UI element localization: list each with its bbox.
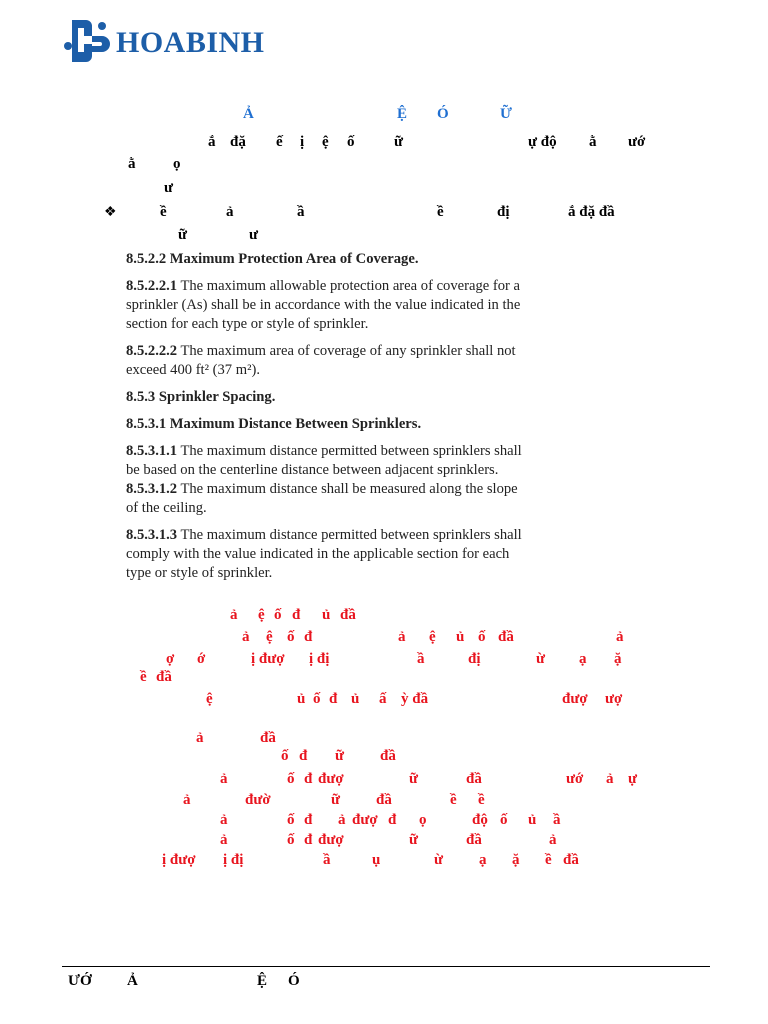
bullet-fragment: ề [437, 204, 444, 220]
red-fragment: ạ [579, 651, 587, 667]
intro-fragment: đặ [230, 134, 246, 150]
red-fragment: ả [230, 607, 238, 623]
intro-fragment: ự độ [528, 134, 557, 150]
paragraph: 8.5.2.2.2 The maximum area of coverage of any sprinkler shall not exceed 400 ft² (37 m²). [126, 343, 516, 378]
red-fragment: ố [287, 812, 295, 828]
red-fragment: đượ [318, 832, 344, 848]
bullet-fragment: ầ [297, 204, 305, 220]
paragraph: 8.5.3.1.3 The maximum distance permitted between sprinklers shall comply with the value indicated in the applicable section for each type or style of sprinkler. [126, 527, 522, 581]
footer-fragment: Ệ [257, 973, 268, 989]
red-fragment: đầ [260, 730, 276, 746]
red-fragment: đượ [318, 771, 344, 787]
red-fragment: ệ [206, 691, 213, 707]
red-fragment: ặ [512, 852, 520, 868]
red-fragment: ự [628, 771, 638, 787]
red-fragment: ầ [417, 651, 425, 667]
red-fragment: ố [287, 629, 295, 645]
red-fragment: ủ [528, 812, 537, 828]
section-heading: 8.5.2.2 Maximum Protection Area of Coverage. [126, 251, 419, 267]
red-fragment: ủ [322, 607, 331, 623]
red-fragment: ị đượ [162, 852, 196, 868]
title-fragment: Ả [243, 106, 254, 122]
red-fragment: ữ [409, 771, 419, 787]
red-fragment: ị đượ [251, 651, 285, 667]
red-fragment: đầ [156, 669, 172, 685]
intro-fragment: ằ [589, 134, 597, 150]
section-heading: 8.5.3.1 Maximum Distance Between Sprinklers. [126, 416, 422, 432]
red-fragment: ả [616, 629, 624, 645]
intro-fragment: ướ [628, 134, 646, 150]
hoabinh-logo-mark-icon [62, 16, 114, 64]
intro-fragment: ắ [208, 134, 216, 150]
paragraph: 8.5.3.1.2 The maximum distance shall be measured along the slope of the ceiling. [126, 481, 518, 516]
red-fragment: ừ [434, 852, 444, 868]
section-heading: 8.5.3 Sprinkler Spacing. [126, 389, 276, 405]
intro-fragment: ệ [322, 134, 329, 150]
red-fragment: ố [313, 691, 321, 707]
logo-text: HOABINH [116, 26, 265, 59]
bullet-fragment: đị [497, 204, 510, 220]
red-fragment: đầ [380, 748, 396, 764]
red-fragment: đầ [466, 832, 482, 848]
red-fragment: ữ [331, 792, 341, 808]
red-fragment: ố [287, 832, 295, 848]
red-fragment: đầ [466, 771, 482, 787]
red-fragment: ầ [323, 852, 331, 868]
red-fragment: đ [304, 771, 313, 787]
red-fragment: ệ [258, 607, 265, 623]
red-fragment: ả [183, 792, 191, 808]
red-fragment: ả [220, 832, 228, 848]
title-fragment: Ữ [500, 106, 512, 122]
red-fragment: đầ [376, 792, 392, 808]
red-fragment: ả [606, 771, 614, 787]
red-fragment: ả [220, 812, 228, 828]
red-fragment: độ [472, 812, 488, 828]
bullet-fragment: ư [249, 227, 259, 243]
bullet-fragment: ữ [178, 227, 188, 243]
red-fragment: ữ [409, 832, 419, 848]
red-fragment: ọ [419, 812, 427, 828]
red-fragment: ả [398, 629, 406, 645]
red-fragment: đườ [245, 792, 271, 808]
red-fragment: đ [304, 832, 313, 848]
bullet-fragment: ắ đặ đầ [568, 204, 615, 220]
red-fragment: ượ [605, 691, 623, 707]
intro-fragment: ữ [394, 134, 404, 150]
footer-divider [62, 966, 710, 967]
red-fragment: ề [450, 792, 457, 808]
red-fragment: ầ [553, 812, 561, 828]
red-fragment: ố [281, 748, 289, 764]
diamond-bullet-icon: ❖ [104, 205, 117, 220]
red-fragment: ả [220, 771, 228, 787]
red-fragment: ệ [266, 629, 273, 645]
red-fragment: đ [388, 812, 397, 828]
red-fragment: ề [140, 669, 147, 685]
intro-fragment: ư [164, 180, 174, 196]
red-fragment: đầ [563, 852, 579, 868]
intro-fragment: ằ [128, 156, 136, 172]
red-fragment: ữ [335, 748, 345, 764]
red-fragment: đượ [562, 691, 588, 707]
red-fragment: ố [287, 771, 295, 787]
red-fragment: ạ [479, 852, 487, 868]
red-fragment: ủ [351, 691, 360, 707]
bullet-fragment: ề [160, 204, 167, 220]
red-fragment: ề [545, 852, 552, 868]
title-fragment: Ó [437, 106, 449, 122]
red-fragment: đ [304, 629, 313, 645]
paragraph: 8.5.2.2.1 The maximum allowable protection area of coverage for a sprinkler (As) shall be in accordance with the value indicated in the section for each type or style of sprinkler. [126, 278, 521, 332]
red-fragment: ả [196, 730, 204, 746]
red-fragment: ề [478, 792, 485, 808]
red-fragment: ố [500, 812, 508, 828]
intro-fragment: ế [276, 134, 283, 150]
intro-fragment: ố [347, 134, 355, 150]
red-fragment: đị [468, 651, 481, 667]
red-fragment: đượ [352, 812, 378, 828]
red-fragment: đầ [340, 607, 356, 623]
red-fragment: ệ [429, 629, 436, 645]
paragraph: 8.5.3.1.1 The maximum distance permitted between sprinklers shall be based on the centerline distance between adjacent sprinklers. [126, 443, 522, 478]
red-fragment: ướ [566, 771, 584, 787]
standard-excerpt [126, 250, 526, 583]
red-fragment: ả [338, 812, 346, 828]
footer-fragment: Ả [127, 973, 138, 989]
red-fragment: ụ [372, 852, 381, 868]
footer-fragment: Ó [288, 973, 300, 989]
red-fragment: đ [292, 607, 301, 623]
red-fragment: ả [549, 832, 557, 848]
red-fragment: ớ [197, 651, 206, 667]
red-fragment: ấ [379, 691, 387, 707]
red-fragment: ủ [456, 629, 465, 645]
red-fragment: ỳ đầ [401, 691, 429, 707]
intro-fragment: ị [300, 134, 305, 150]
red-fragment: đ [304, 812, 313, 828]
red-fragment: ừ [536, 651, 546, 667]
red-fragment: ố [478, 629, 486, 645]
red-fragment: đầ [498, 629, 514, 645]
red-fragment: đ [299, 748, 308, 764]
red-fragment: ặ [614, 651, 622, 667]
red-fragment: ị đị [223, 852, 244, 868]
red-fragment: ợ [166, 651, 175, 667]
red-fragment: ả [242, 629, 250, 645]
intro-fragment: ọ [173, 156, 181, 172]
footer-fragment: ƯỚ [68, 973, 92, 989]
title-fragment: Ệ [397, 106, 408, 122]
bullet-fragment: ả [226, 204, 234, 220]
red-fragment: ủ [297, 691, 306, 707]
company-logo [62, 16, 272, 64]
red-fragment: ị đị [309, 651, 330, 667]
red-fragment: ố [274, 607, 282, 623]
red-fragment: đ [329, 691, 338, 707]
